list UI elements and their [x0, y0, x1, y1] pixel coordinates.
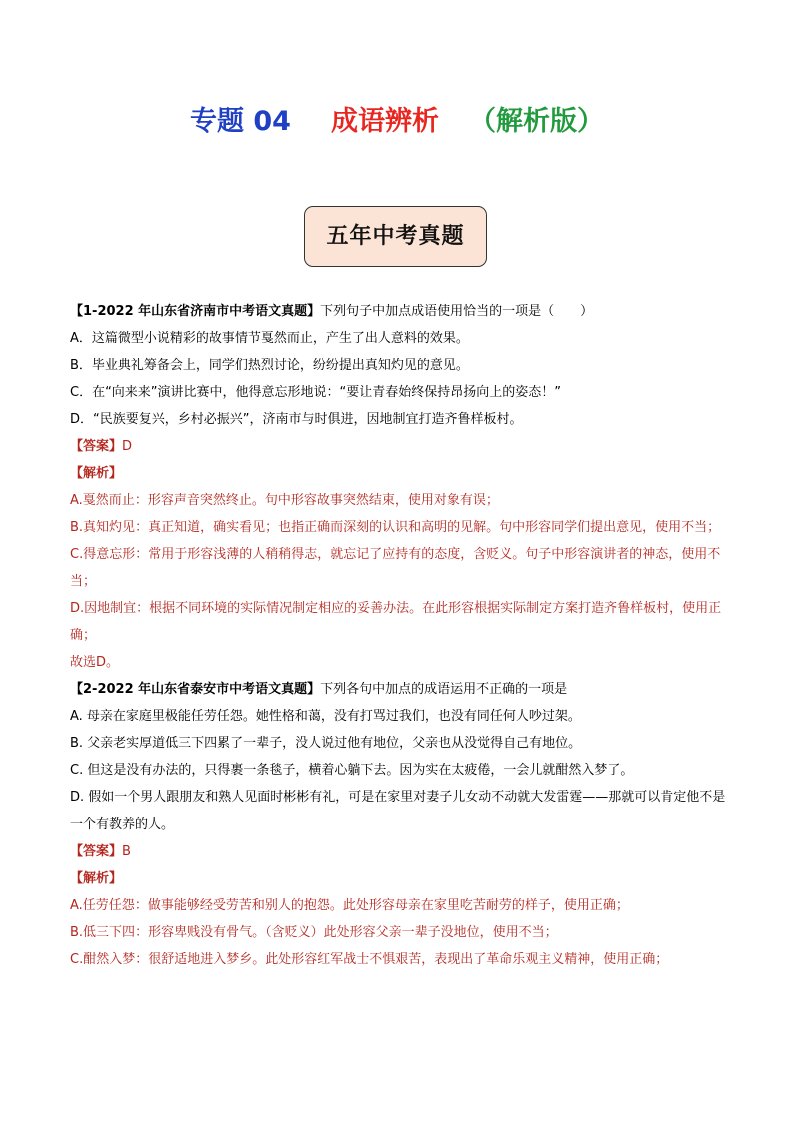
analysis-label: B.真知灼见 [70, 520, 136, 535]
analysis-text: ：常用于形容浅薄的人稍稍得志，就忘记了应持有的态度，含贬义。句子中形容演讲者的神态，使用不当； [70, 547, 721, 589]
questions-content [70, 298, 730, 973]
question-1-answer [70, 433, 730, 460]
question-1-conclusion: 故选D。 [70, 655, 120, 670]
analysis-label: A.戛然而止 [70, 493, 135, 508]
title-topic-number: 专题 04 [190, 106, 291, 137]
question-1-option-a: A．这篇微型小说精彩的故事情节戛然而止，产生了出人意料的效果。 [70, 331, 469, 346]
question-1-analysis-d [70, 595, 730, 649]
page-title [0, 104, 794, 140]
analysis-label: D.因地制宜 [70, 601, 137, 616]
answer-value: D [122, 439, 133, 454]
question-2-analysis-a [70, 892, 730, 919]
question-2-option-d: D. 假如一个男人跟朋友和熟人见面时彬彬有礼，可是在家里对妻子儿女动不动就大发雷霆——那就可以肯定他不是一个有教养的人。 [70, 790, 726, 832]
title-edition: （解析版） [468, 106, 604, 137]
analysis-label: C.酣然入梦 [70, 952, 136, 967]
question-1-analysis-tag [70, 460, 730, 487]
answer-tag: 【答案】 [70, 844, 123, 859]
question-2-option-a: A. 母亲在家庭里极能任劳任怨。她性格和蔼，没有打骂过我们，也没有同任何人吵过架。 [70, 709, 581, 724]
question-1-analysis-c [70, 541, 730, 595]
question-2-header [70, 676, 730, 703]
question-1-header [70, 298, 730, 325]
question-2-stem: 下列各句中加点的成语运用不正确的一项是 [320, 682, 568, 697]
title-topic-name: 成语辨析 [330, 106, 439, 137]
analysis-text: ：形容卑贱没有骨气。（含贬义）此处形容父亲一辈子没地位，使用不当； [135, 925, 558, 940]
answer-value: B [122, 844, 131, 859]
question-1-option-c: C．在“向来来”演讲比赛中，他得意忘形地说：“要让青春始终保持昂扬向上的姿态！” [70, 385, 562, 400]
analysis-text: ：根据不同环境的实际情况制定相应的妥善办法。在此形容根据实际制定方案打造齐鲁样板村，使用正确； [70, 601, 722, 643]
question-1-analysis-a [70, 487, 730, 514]
analysis-label: A.任劳任怨 [70, 898, 135, 913]
question-1-source: 【1-2022 年山东省济南市中考语文真题】 [70, 304, 321, 319]
analysis-tag: 【解析】 [70, 871, 123, 886]
analysis-tag: 【解析】 [70, 466, 123, 481]
question-2-analysis-tag [70, 865, 730, 892]
analysis-text: ：真正知道，确实看见；也指正确而深刻的认识和高明的见解。句中形容同学们提出意见，使用不当； [135, 520, 721, 535]
question-2-analysis-b [70, 919, 730, 946]
analysis-label: C.得意忘形 [70, 547, 136, 562]
question-1-analysis-b [70, 514, 730, 541]
analysis-text: ：形容声音突然终止。句中形容故事突然结束，使用对象有误； [134, 493, 499, 508]
analysis-label: B.低三下四 [70, 925, 136, 940]
question-2-option-b: B. 父亲老实厚道低三下四累了一辈子，没人说过他有地位，父亲也从没觉得自己有地位。 [70, 736, 582, 751]
answer-tag: 【答案】 [70, 439, 123, 454]
question-1-stem: 下列句子中加点成语使用恰当的一项是（ ） [320, 304, 594, 319]
analysis-text: ：做事能够经受劳苦和别人的抱怨。此处形容母亲在家里吃苦耐劳的样子，使用正确； [134, 898, 629, 913]
question-2-analysis-c [70, 946, 730, 973]
section-badge: 五年中考真题 [304, 206, 487, 267]
question-1-option-d: D．“民族要复兴，乡村必振兴”，济南市与时俱进，因地制宜打造齐鲁样板村。 [70, 412, 523, 427]
question-2-source: 【2-2022 年山东省泰安市中考语文真题】 [70, 682, 321, 697]
question-2-answer [70, 838, 730, 865]
question-1-option-b: B．毕业典礼筹备会上，同学们热烈讨论，纷纷提出真知灼见的意见。 [70, 358, 469, 373]
question-2-option-c: C. 但这是没有办法的，只得裹一条毯子，横着心躺下去。因为实在太疲倦，一会儿就酣然入梦了。 [70, 763, 634, 778]
analysis-text: ：很舒适地进入梦乡。此处形容红军战士不惧艰苦，表现出了革命乐观主义精神，使用正确； [135, 952, 669, 967]
